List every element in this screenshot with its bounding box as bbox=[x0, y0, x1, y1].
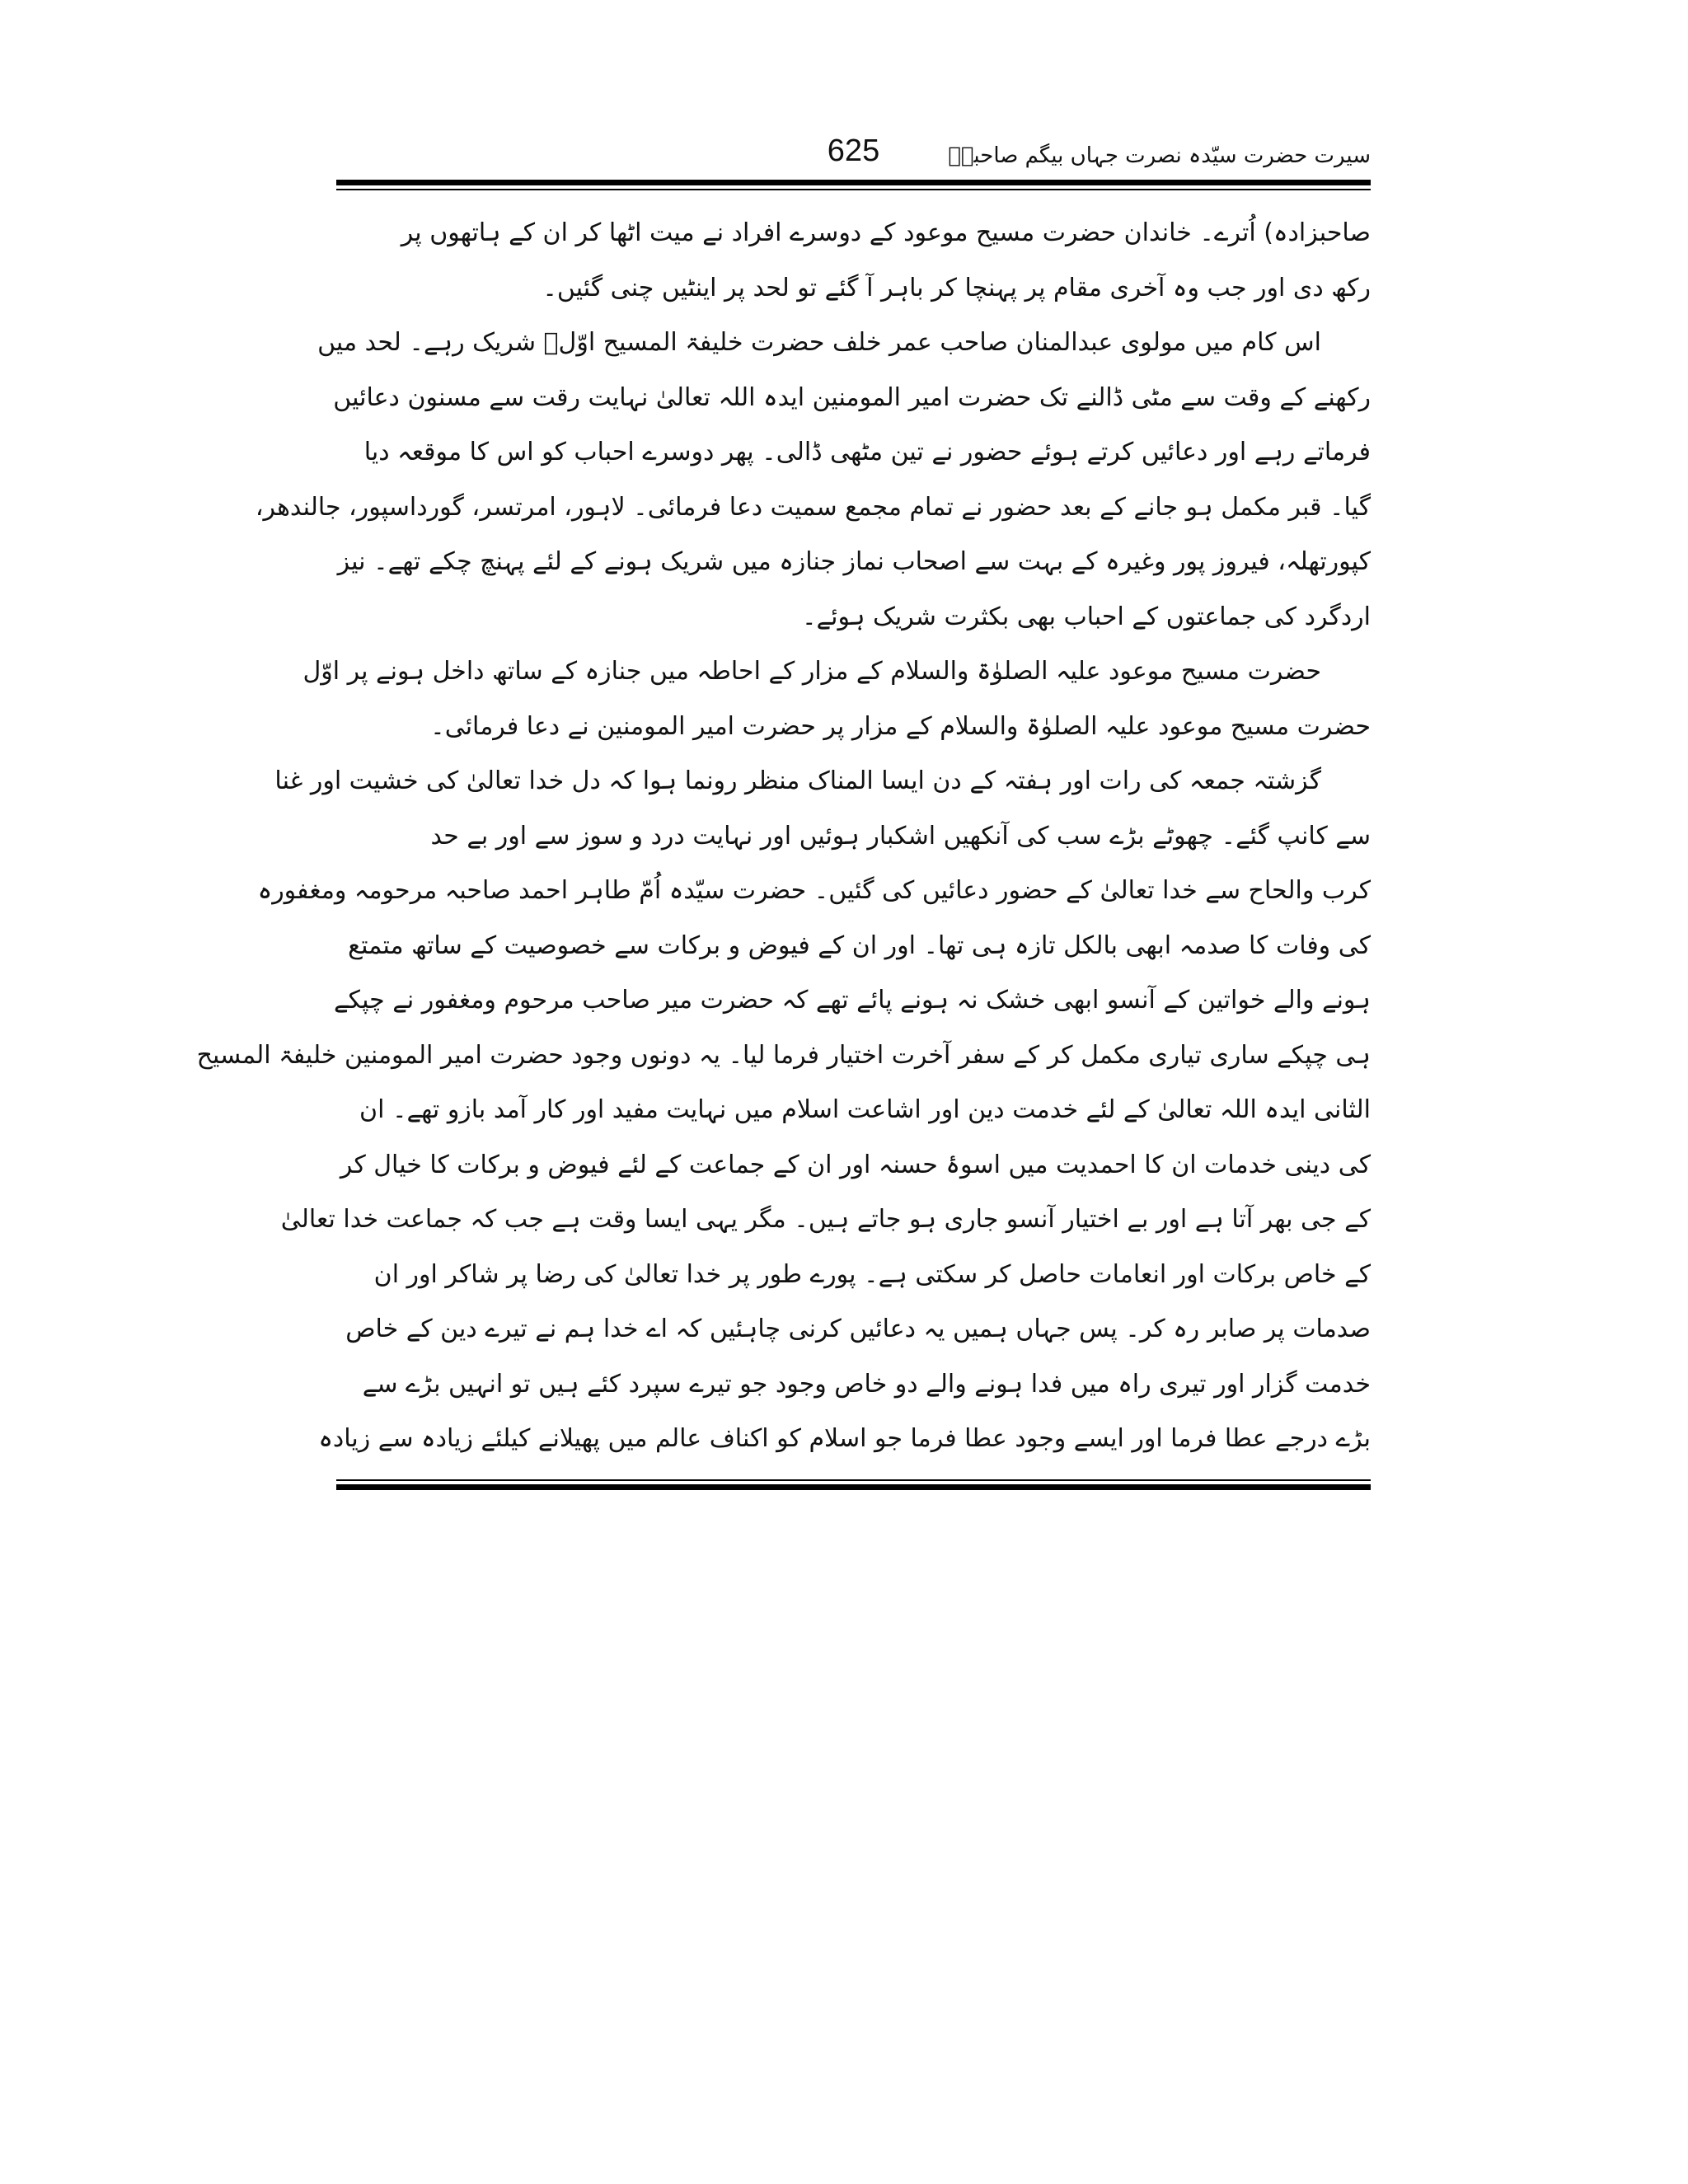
text-line: رکھ دی اور جب وہ آخری مقام پر پہنچا کر باہر آ گئے تو لحد پر اینٹیں چنی گئیں۔ bbox=[542, 273, 1371, 302]
text-line: کپورتھلہ، فیروز پور وغیرہ کے بہت سے اصحاب نماز جنازہ میں شریک ہونے کے لئے پہنچ چکے تھے۔ نیز bbox=[337, 547, 1371, 576]
text-line: کرب والحاح سے خدا تعالیٰ کے حضور دعائیں کی گئیں۔ حضرت سیّدہ اُمّ طاہر احمد صاحبہ مرحومہ ومغفورہ bbox=[257, 876, 1371, 905]
page-number: 625 bbox=[827, 134, 880, 168]
text-line: کے خاص برکات اور انعامات حاصل کر سکتی ہے۔ پورے طور پر خدا تعالیٰ کی رضا پر شاکر اور ان bbox=[373, 1259, 1371, 1289]
text-line: حضرت مسیح موعود علیہ الصلوٰۃ والسلام کے مزار پر حضرت امیر المومنین نے دعا فرمائی۔ bbox=[430, 711, 1371, 741]
footer-rule-thick bbox=[336, 1484, 1371, 1490]
text-line: اس کام میں مولوی عبدالمنان صاحب عمر خلف حضرت خلیفۃ المسیح اوّلؓ شریک رہے۔ لحد میں bbox=[317, 328, 1321, 357]
text-line: گیا۔ قبر مکمل ہو جانے کے بعد حضور نے تمام مجمع سمیت دعا فرمائی۔ لاہور، امرتسر، گورداسپور، جالندھر، bbox=[255, 492, 1371, 522]
text-line: کے جی بھر آتا ہے اور بے اختیار آنسو جاری ہو جاتے ہیں۔ مگر یہی ایسا وقت ہے جب کہ جماعت خدا تعالیٰ bbox=[280, 1205, 1371, 1234]
running-title: سیرت حضرت سیّدہ نصرت جہاں بیگم صاحبہؓ bbox=[948, 143, 1371, 168]
body-text bbox=[196, 206, 1371, 1467]
text-line: حضرت مسیح موعود علیہ الصلوٰۃ والسلام کے مزار کے احاطہ میں جنازہ کے ساتھ داخل ہونے پر اوّل bbox=[302, 657, 1321, 686]
text-line: الثانی ایدہ اللہ تعالیٰ کے لئے خدمت دین اور اشاعت اسلام میں نہایت مفید اور کار آمد بازو تھے۔ ان bbox=[359, 1095, 1371, 1124]
text-line: اردگرد کی جماعتوں کے احباب بھی بکثرت شریک ہوئے۔ bbox=[801, 602, 1371, 631]
text-line: ہونے والے خواتین کے آنسو ابھی خشک نہ ہونے پائے تھے کہ حضرت میر صاحب مرحوم ومغفور نے چپکے bbox=[333, 986, 1371, 1015]
text-line: رکھنے کے وقت سے مٹی ڈالنے تک حضرت امیر المومنین ایدہ اللہ تعالیٰ نہایت رقت سے مسنون دعائیں bbox=[333, 382, 1371, 412]
header-rule-thin bbox=[336, 189, 1371, 190]
text-line: بڑے درجے عطا فرما اور ایسے وجود عطا فرما جو اسلام کو اکناف عالم میں پھیلانے کیلئے زیادہ سے زیادہ bbox=[318, 1424, 1371, 1453]
text-line: صاحبزادہ) اُترے۔ خاندان حضرت مسیح موعود کے دوسرے افراد نے میت اٹھا کر ان کے ہاتھوں پر bbox=[401, 218, 1371, 247]
text-line: خدمت گزار اور تیری راہ میں فدا ہونے والے دو خاص وجود جو تیرے سپرد کئے ہیں تو انہیں بڑے سے bbox=[362, 1369, 1371, 1399]
page-header bbox=[336, 132, 1371, 181]
text-line: گزشتہ جمعہ کی رات اور ہفتہ کے دن ایسا المناک منظر رونما ہوا کہ دل خدا تعالیٰ کی خشیت اور غنا bbox=[274, 766, 1321, 795]
header-rule-thick bbox=[336, 180, 1371, 185]
footer-rule-thin bbox=[336, 1479, 1371, 1481]
text-line: صدمات پر صابر رہ کر۔ پس جہاں ہمیں یہ دعائیں کرنی چاہئیں کہ اے خدا ہم نے تیرے دین کے خاص bbox=[345, 1315, 1371, 1343]
text-line: ہی چپکے ساری تیاری مکمل کر کے سفر آخرت اختیار فرما لیا۔ یہ دونوں وجود حضرت امیر المومنین خلیفۃ المسیح bbox=[196, 1040, 1371, 1070]
text-line: سے کانپ گئے۔ چھوٹے بڑے سب کی آنکھیں اشکبار ہوئیں اور نہایت درد و سوز سے اور بے حد bbox=[430, 821, 1371, 851]
text-line: فرماتے رہے اور دعائیں کرتے ہوئے حضور نے تین مٹھی ڈالی۔ پھر دوسرے احباب کو اس کا موقعہ دیا bbox=[363, 438, 1371, 466]
text-line: کی وفات کا صدمہ ابھی بالکل تازہ ہی تھا۔ اور ان کے فیوض و برکات سے خصوصیت کے ساتھ متمتع bbox=[348, 930, 1371, 960]
text-line: کی دینی خدمات ان کا احمدیت میں اسوۂ حسنہ اور ان کے جماعت کے لئے فیوض و برکات کا خیال کر bbox=[340, 1150, 1371, 1179]
